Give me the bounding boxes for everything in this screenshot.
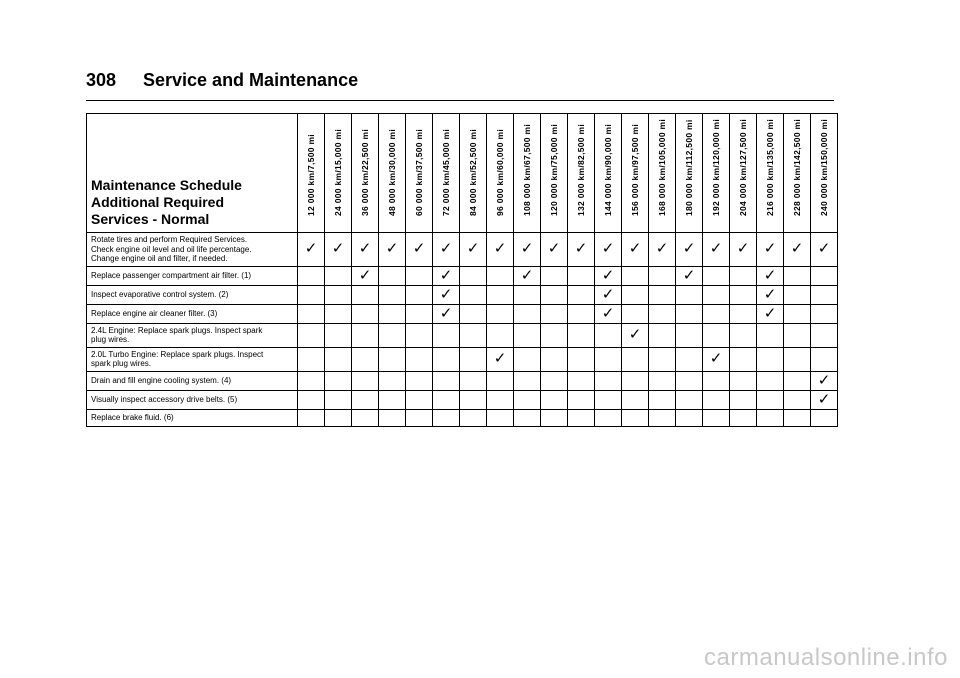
interval-cell — [784, 323, 811, 347]
interval-cell — [703, 371, 730, 390]
service-description-line: Change engine oil and filter, if needed. — [91, 254, 228, 263]
table-row — [87, 390, 838, 409]
checkmark-icon: ✓ — [385, 239, 399, 258]
interval-cell — [298, 347, 325, 371]
interval-cell — [730, 347, 757, 371]
interval-cell — [514, 347, 541, 371]
table-title-cell — [87, 114, 298, 233]
service-description-line: Replace engine air cleaner filter. (3) — [91, 308, 218, 318]
interval-cell — [352, 285, 379, 304]
interval-cell — [541, 233, 568, 267]
interval-cell — [487, 409, 514, 426]
interval-cell — [811, 347, 838, 371]
checkmark-icon: ✓ — [763, 239, 777, 258]
interval-cell — [541, 390, 568, 409]
interval-cell — [595, 233, 622, 267]
interval-cell — [352, 371, 379, 390]
interval-cell — [676, 233, 703, 267]
interval-cell — [406, 409, 433, 426]
interval-cell — [406, 323, 433, 347]
interval-label: 132 000 km/82,500 mi — [576, 123, 586, 216]
service-description-line: Rotate tires and perform Required Services. — [91, 235, 248, 244]
interval-cell — [676, 347, 703, 371]
interval-cell — [325, 347, 352, 371]
interval-cell — [595, 304, 622, 323]
interval-cell — [325, 323, 352, 347]
interval-cell — [595, 390, 622, 409]
maintenance-schedule-table — [86, 113, 838, 427]
interval-cell — [730, 409, 757, 426]
interval-cell — [811, 371, 838, 390]
interval-cell — [811, 233, 838, 267]
interval-cell — [757, 304, 784, 323]
interval-cell — [622, 347, 649, 371]
interval-cell — [433, 347, 460, 371]
service-description-line: Inspect evaporative control system. (2) — [91, 289, 229, 299]
interval-cell — [595, 266, 622, 285]
interval-column-header — [460, 114, 487, 233]
service-description — [87, 266, 298, 285]
interval-column-header — [541, 114, 568, 233]
interval-cell — [649, 266, 676, 285]
checkmark-icon: ✓ — [412, 239, 426, 258]
interval-cell — [487, 371, 514, 390]
table-row — [87, 233, 838, 267]
interval-cell — [541, 285, 568, 304]
interval-cell — [649, 323, 676, 347]
interval-label: 96 000 km/60,000 mi — [495, 129, 505, 216]
interval-cell — [730, 390, 757, 409]
interval-cell — [325, 233, 352, 267]
interval-cell — [379, 323, 406, 347]
interval-column-header — [649, 114, 676, 233]
service-description — [87, 409, 298, 426]
checkmark-icon: ✓ — [439, 265, 453, 284]
interval-cell — [784, 371, 811, 390]
interval-cell — [460, 323, 487, 347]
checkmark-icon: ✓ — [817, 239, 831, 258]
interval-cell — [649, 285, 676, 304]
interval-cell — [676, 371, 703, 390]
table-body — [87, 233, 838, 427]
interval-label: 156 000 km/97,500 mi — [630, 123, 640, 216]
interval-cell — [406, 266, 433, 285]
interval-cell — [352, 233, 379, 267]
interval-cell — [514, 323, 541, 347]
interval-cell — [298, 390, 325, 409]
checkmark-icon: ✓ — [628, 239, 642, 258]
interval-cell — [703, 323, 730, 347]
interval-cell — [730, 233, 757, 267]
interval-cell — [298, 304, 325, 323]
checkmark-icon: ✓ — [709, 239, 723, 258]
interval-label: 144 000 km/90,000 mi — [603, 123, 613, 216]
interval-cell — [487, 285, 514, 304]
checkmark-icon: ✓ — [601, 265, 615, 284]
interval-cell — [352, 304, 379, 323]
service-description-line: Check engine oil level and oil life percentage. — [91, 244, 252, 254]
interval-cell — [784, 390, 811, 409]
interval-cell — [541, 347, 568, 371]
table-row — [87, 304, 838, 323]
interval-cell — [568, 285, 595, 304]
interval-cell — [379, 233, 406, 267]
interval-cell — [703, 390, 730, 409]
interval-cell — [541, 266, 568, 285]
service-description-line: Replace brake fluid. (6) — [91, 412, 174, 422]
table-title-line: Maintenance Schedule — [91, 177, 242, 193]
checkmark-icon: ✓ — [736, 239, 750, 258]
interval-cell — [325, 285, 352, 304]
table-row — [87, 347, 838, 371]
interval-cell — [298, 285, 325, 304]
interval-cell — [703, 304, 730, 323]
interval-cell — [352, 390, 379, 409]
page-number: 308 — [86, 70, 117, 90]
table-row — [87, 323, 838, 347]
interval-cell — [514, 233, 541, 267]
service-description-line: Replace passenger compartment air filter. (1) — [91, 270, 252, 280]
interval-cell — [514, 390, 541, 409]
interval-column-header — [703, 114, 730, 233]
interval-label: 24 000 km/15,000 mi — [333, 129, 343, 216]
interval-cell — [460, 233, 487, 267]
interval-label: 204 000 km/127,500 mi — [738, 118, 748, 216]
table-row — [87, 285, 838, 304]
interval-cell — [757, 285, 784, 304]
checkmark-icon: ✓ — [709, 349, 723, 367]
table-title-line: Services - Normal — [91, 211, 210, 227]
interval-cell — [784, 304, 811, 323]
service-description — [87, 233, 298, 267]
interval-cell — [622, 233, 649, 267]
checkmark-icon: ✓ — [439, 284, 453, 303]
interval-column-header — [406, 114, 433, 233]
interval-cell — [595, 323, 622, 347]
interval-column-header — [676, 114, 703, 233]
table-row — [87, 266, 838, 285]
interval-cell — [433, 266, 460, 285]
interval-cell — [487, 323, 514, 347]
interval-cell — [784, 266, 811, 285]
interval-cell — [460, 347, 487, 371]
interval-column-header — [325, 114, 352, 233]
interval-cell — [406, 347, 433, 371]
checkmark-icon: ✓ — [520, 265, 534, 284]
checkmark-icon: ✓ — [682, 265, 696, 284]
interval-cell — [676, 285, 703, 304]
interval-column-header — [811, 114, 838, 233]
interval-cell — [730, 323, 757, 347]
interval-cell — [568, 409, 595, 426]
interval-cell — [757, 323, 784, 347]
interval-cell — [649, 347, 676, 371]
checkmark-icon: ✓ — [763, 303, 777, 322]
table-header-row — [87, 114, 838, 233]
interval-cell — [811, 304, 838, 323]
checkmark-icon: ✓ — [493, 239, 507, 258]
checkmark-icon: ✓ — [655, 239, 669, 258]
interval-cell — [649, 371, 676, 390]
interval-cell — [676, 304, 703, 323]
interval-cell — [649, 233, 676, 267]
interval-cell — [676, 390, 703, 409]
interval-label: 60 000 km/37,500 mi — [414, 129, 424, 216]
interval-column-header — [433, 114, 460, 233]
interval-cell — [406, 233, 433, 267]
interval-cell — [487, 304, 514, 323]
interval-cell — [460, 304, 487, 323]
interval-cell — [298, 323, 325, 347]
interval-cell — [568, 233, 595, 267]
service-description — [87, 304, 298, 323]
interval-column-header — [298, 114, 325, 233]
interval-label: 240 000 km/150,000 mi — [819, 118, 829, 216]
interval-cell — [595, 285, 622, 304]
table-row — [87, 371, 838, 390]
interval-cell — [622, 304, 649, 323]
interval-cell — [433, 304, 460, 323]
interval-cell — [784, 233, 811, 267]
interval-column-header — [379, 114, 406, 233]
interval-cell — [433, 409, 460, 426]
interval-cell — [703, 266, 730, 285]
interval-cell — [379, 285, 406, 304]
interval-label: 48 000 km/30,000 mi — [387, 129, 397, 216]
service-description-line: 2.0L Turbo Engine: Replace spark plugs. Inspect — [91, 349, 264, 359]
interval-cell — [325, 266, 352, 285]
interval-cell — [325, 409, 352, 426]
interval-cell — [568, 266, 595, 285]
interval-cell — [649, 390, 676, 409]
interval-label: 192 000 km/120,000 mi — [711, 118, 721, 216]
service-description-line: plug wires. — [91, 335, 130, 344]
interval-cell — [730, 285, 757, 304]
service-description — [87, 285, 298, 304]
interval-cell — [487, 347, 514, 371]
interval-cell — [352, 323, 379, 347]
interval-cell — [514, 304, 541, 323]
interval-column-header — [352, 114, 379, 233]
interval-cell — [352, 347, 379, 371]
interval-cell — [568, 390, 595, 409]
interval-cell — [784, 409, 811, 426]
interval-label: 84 000 km/52,500 mi — [468, 129, 478, 216]
service-description — [87, 323, 298, 347]
service-description-line: Drain and fill engine cooling system. (4) — [91, 375, 232, 385]
interval-cell — [541, 323, 568, 347]
interval-cell — [568, 304, 595, 323]
interval-cell — [325, 390, 352, 409]
interval-cell — [460, 266, 487, 285]
interval-column-header — [514, 114, 541, 233]
interval-cell — [595, 371, 622, 390]
service-description-line: Visually inspect accessory drive belts. (5) — [91, 394, 238, 404]
interval-cell — [487, 266, 514, 285]
interval-label: 168 000 km/105,000 mi — [657, 118, 667, 216]
interval-cell — [757, 347, 784, 371]
interval-cell — [379, 371, 406, 390]
service-description-line: spark plug wires. — [91, 359, 152, 368]
checkmark-icon: ✓ — [817, 389, 831, 408]
interval-cell — [595, 347, 622, 371]
interval-column-header — [757, 114, 784, 233]
section-title: Service and Maintenance — [143, 70, 359, 90]
interval-cell — [487, 390, 514, 409]
interval-cell — [784, 347, 811, 371]
interval-column-header — [595, 114, 622, 233]
interval-cell — [460, 409, 487, 426]
checkmark-icon: ✓ — [763, 265, 777, 284]
interval-cell — [298, 409, 325, 426]
checkmark-icon: ✓ — [358, 239, 372, 258]
checkmark-icon: ✓ — [601, 303, 615, 322]
interval-cell — [703, 409, 730, 426]
interval-cell — [541, 371, 568, 390]
interval-label: 36 000 km/22,500 mi — [360, 129, 370, 216]
interval-column-header — [568, 114, 595, 233]
table-row — [87, 409, 838, 426]
interval-column-header — [622, 114, 649, 233]
interval-label: 180 000 km/112,500 mi — [684, 119, 694, 216]
checkmark-icon: ✓ — [628, 325, 642, 343]
interval-column-header — [784, 114, 811, 233]
interval-cell — [622, 409, 649, 426]
interval-label: 72 000 km/45,000 mi — [441, 129, 451, 216]
table-title-line: Additional Required — [91, 194, 224, 210]
interval-cell — [298, 371, 325, 390]
interval-cell — [433, 323, 460, 347]
checkmark-icon: ✓ — [493, 349, 507, 367]
interval-cell — [433, 390, 460, 409]
interval-column-header — [730, 114, 757, 233]
interval-label: 108 000 km/67,500 mi — [522, 123, 532, 216]
interval-cell — [433, 233, 460, 267]
checkmark-icon: ✓ — [520, 239, 534, 258]
interval-cell — [595, 409, 622, 426]
interval-cell — [730, 266, 757, 285]
interval-cell — [379, 347, 406, 371]
interval-cell — [514, 266, 541, 285]
interval-label: 12 000 km/7,500 mi — [306, 134, 316, 216]
checkmark-icon: ✓ — [547, 239, 561, 258]
checkmark-icon: ✓ — [601, 284, 615, 303]
interval-cell — [757, 371, 784, 390]
interval-cell — [757, 390, 784, 409]
interval-cell — [460, 285, 487, 304]
interval-cell — [325, 304, 352, 323]
interval-cell — [406, 304, 433, 323]
interval-cell — [730, 371, 757, 390]
interval-cell — [568, 323, 595, 347]
interval-cell — [811, 266, 838, 285]
interval-cell — [460, 371, 487, 390]
interval-cell — [730, 304, 757, 323]
page-header — [86, 70, 834, 101]
checkmark-icon: ✓ — [682, 239, 696, 258]
checkmark-icon: ✓ — [763, 284, 777, 303]
service-description-line: 2.4L Engine: Replace spark plugs. Inspect spark — [91, 325, 263, 335]
interval-cell — [622, 323, 649, 347]
interval-cell — [379, 304, 406, 323]
service-description — [87, 347, 298, 371]
interval-cell — [568, 347, 595, 371]
interval-cell — [379, 266, 406, 285]
interval-cell — [811, 323, 838, 347]
interval-cell — [460, 390, 487, 409]
interval-cell — [541, 304, 568, 323]
interval-cell — [352, 266, 379, 285]
interval-cell — [379, 390, 406, 409]
interval-cell — [622, 285, 649, 304]
watermark: carmanualsonline.info — [704, 644, 948, 671]
checkmark-icon: ✓ — [304, 239, 318, 258]
interval-cell — [298, 266, 325, 285]
interval-cell — [514, 371, 541, 390]
checkmark-icon: ✓ — [358, 265, 372, 284]
checkmark-icon: ✓ — [439, 239, 453, 258]
interval-cell — [703, 285, 730, 304]
interval-cell — [325, 371, 352, 390]
interval-cell — [433, 285, 460, 304]
interval-cell — [811, 409, 838, 426]
interval-cell — [541, 409, 568, 426]
interval-cell — [622, 266, 649, 285]
interval-label: 216 000 km/135,000 mi — [765, 118, 775, 216]
interval-cell — [649, 409, 676, 426]
interval-cell — [649, 304, 676, 323]
interval-column-header — [487, 114, 514, 233]
checkmark-icon: ✓ — [601, 239, 615, 258]
interval-cell — [811, 390, 838, 409]
interval-cell — [406, 371, 433, 390]
interval-cell — [811, 285, 838, 304]
checkmark-icon: ✓ — [466, 239, 480, 258]
interval-cell — [703, 233, 730, 267]
checkmark-icon: ✓ — [439, 303, 453, 322]
checkmark-icon: ✓ — [331, 239, 345, 258]
interval-label: 228 000 km/142,500 mi — [792, 118, 802, 216]
interval-cell — [676, 266, 703, 285]
interval-cell — [514, 409, 541, 426]
interval-cell — [406, 390, 433, 409]
interval-cell — [406, 285, 433, 304]
interval-cell — [298, 233, 325, 267]
checkmark-icon: ✓ — [790, 239, 804, 258]
interval-cell — [757, 266, 784, 285]
service-description — [87, 390, 298, 409]
interval-cell — [352, 409, 379, 426]
checkmark-icon: ✓ — [817, 370, 831, 389]
interval-cell — [622, 371, 649, 390]
interval-cell — [757, 233, 784, 267]
interval-cell — [703, 347, 730, 371]
interval-cell — [568, 371, 595, 390]
interval-label: 120 000 km/75,000 mi — [549, 123, 559, 216]
interval-cell — [514, 285, 541, 304]
interval-cell — [676, 323, 703, 347]
interval-cell — [433, 371, 460, 390]
interval-cell — [622, 390, 649, 409]
interval-cell — [676, 409, 703, 426]
checkmark-icon: ✓ — [574, 239, 588, 258]
interval-cell — [487, 233, 514, 267]
interval-cell — [379, 409, 406, 426]
service-description — [87, 371, 298, 390]
interval-cell — [757, 409, 784, 426]
interval-cell — [784, 285, 811, 304]
